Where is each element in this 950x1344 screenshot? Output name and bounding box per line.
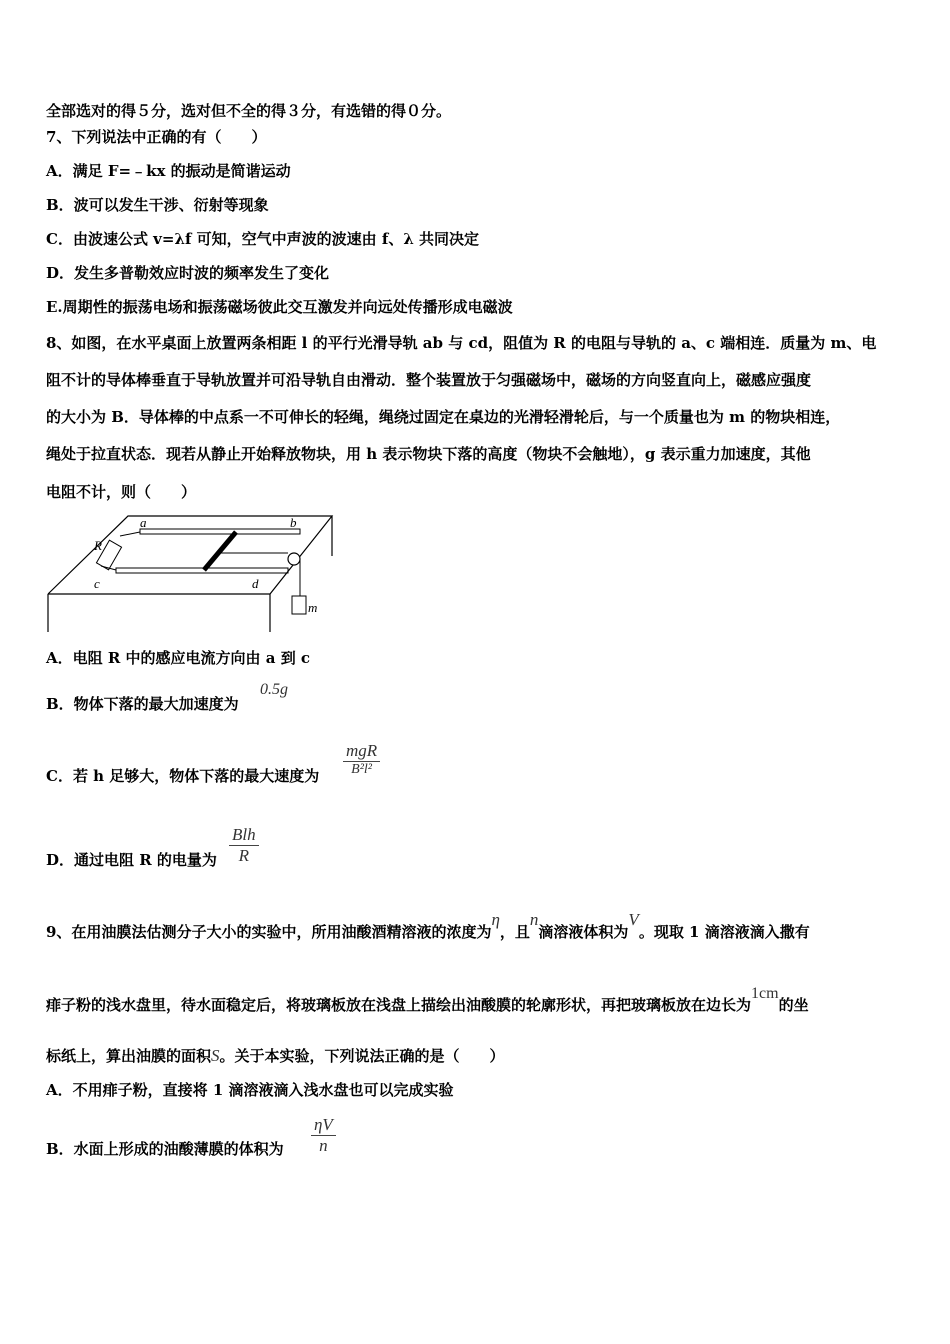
q7-option-b: B．波可以发生干涉、衍射等现象 bbox=[46, 196, 269, 214]
q8-option-d-denominator: R bbox=[238, 846, 249, 865]
q8-option-d-numerator: Blh bbox=[232, 825, 256, 844]
rail-circuit-figure bbox=[44, 512, 344, 636]
q7-option-d: D．发生多普勒效应时波的频率发生了变化 bbox=[46, 264, 330, 282]
section-instructions: 全部选对的得５分，选对但不全的得３分，有选错的得０分。 bbox=[46, 102, 452, 120]
q9-option-a: A．不用痱子粉，直接将 1 滴溶液滴入浅水盘也可以完成实验 bbox=[46, 1081, 454, 1099]
conducting-rod bbox=[204, 532, 236, 570]
label-m: m bbox=[308, 600, 318, 615]
label-b: b bbox=[290, 515, 297, 530]
q8-option-c: C．若 h 足够大，物体下落的最大速度为 bbox=[46, 767, 320, 785]
q9-text-1: 9、在用油膜法估测分子大小的实验中，所用油酸酒精溶液的浓度为 bbox=[46, 923, 492, 941]
q9-text-7: 标纸上，算出油膜的面积 bbox=[46, 1047, 212, 1065]
q9-n: n bbox=[529, 910, 539, 929]
pulley bbox=[288, 553, 300, 565]
q8-option-a: A．电阻 R 中的感应电流方向由 a 到 c bbox=[46, 649, 311, 667]
resistor-r bbox=[96, 532, 140, 570]
q8-option-c-denominator: B²l² bbox=[351, 762, 372, 777]
q8-option-b: B．物体下落的最大加速度为 bbox=[46, 695, 239, 713]
q9-text-5: 痱子粉的浅水盘里，待水面稳定后，将玻璃板放在浅盘上描绘出油酸膜的轮廓形状，再把玻璃板放在边长为 bbox=[46, 996, 752, 1014]
q8-option-b-value: 0.5g bbox=[260, 681, 288, 698]
q9-text-3: 滴溶液体积为 bbox=[538, 923, 629, 941]
q8-option-c-fraction bbox=[343, 741, 380, 778]
q7-option-c: C．由波速公式 v=λf 可知，空气中声波的波速由 f、λ 共同决定 bbox=[46, 230, 480, 248]
q9-text-2: ，且 bbox=[499, 923, 530, 941]
q9-option-b: B．水面上形成的油酸薄膜的体积为 bbox=[46, 1140, 284, 1158]
q7-option-a: A．满足 F=﹣kx 的振动是简谐运动 bbox=[46, 162, 291, 180]
label-d: d bbox=[252, 576, 259, 591]
q9-option-b-fraction bbox=[311, 1115, 336, 1156]
q9-s: S bbox=[211, 1046, 220, 1065]
q9-option-b-numerator: ηV bbox=[314, 1115, 333, 1134]
q7-stem: 7、下列说法中正确的有（ ） bbox=[46, 128, 267, 146]
q8-stem-line5: 电阻不计，则（ ） bbox=[46, 483, 197, 501]
q8-stem-line3: 的大小为 B．导体棒的中点系一不可伸长的轻绳，绳绕过固定在桌边的光滑轻滑轮后，与一个质量也为 m 的物块相连， bbox=[46, 408, 841, 426]
q9-text-4: 。现取 1 滴溶液滴入撒有 bbox=[638, 923, 810, 941]
q9-stem-line3 bbox=[46, 1046, 505, 1066]
q8-option-c-numerator: mgR bbox=[346, 741, 378, 760]
q9-stem-line1 bbox=[46, 910, 810, 942]
q9-eta: η bbox=[491, 910, 500, 929]
label-r: R bbox=[94, 538, 102, 553]
q9-cm: 1cm bbox=[751, 985, 779, 1002]
q9-text-8: 。关于本实验，下列说法正确的是（ ） bbox=[219, 1047, 505, 1065]
label-c: c bbox=[94, 576, 100, 591]
q8-option-d-fraction bbox=[229, 825, 259, 866]
q9-option-b-denominator: n bbox=[319, 1136, 328, 1155]
hanging-block bbox=[292, 596, 306, 614]
q9-stem-line2 bbox=[46, 985, 809, 1016]
q8-option-d: D．通过电阻 R 的电量为 bbox=[46, 851, 217, 869]
q9-v: V bbox=[628, 910, 639, 929]
q7-option-e: E.周期性的振荡电场和振荡磁场彼此交互激发并向远处传播形成电磁波 bbox=[46, 298, 513, 316]
q9-text-6: 的坐 bbox=[778, 996, 809, 1014]
q8-stem-line2: 阻不计的导体棒垂直于导轨放置并可沿导轨自由滑动．整个装置放于匀强磁场中，磁场的方向竖直向上，磁感应强度 bbox=[46, 371, 812, 389]
label-a: a bbox=[140, 515, 147, 530]
q8-stem-line4: 绳处于拉直状态．现若从静止开始释放物块，用 h 表示物块下落的高度（物块不会触地），g 表示重力加速度，其他 bbox=[46, 445, 811, 463]
q8-stem-line1: 8、如图，在水平桌面上放置两条相距 l 的平行光滑导轨 ab 与 cd，阻值为 R 的电阻与导轨的 a、c 端相连．质量为 m、电 bbox=[46, 334, 877, 352]
